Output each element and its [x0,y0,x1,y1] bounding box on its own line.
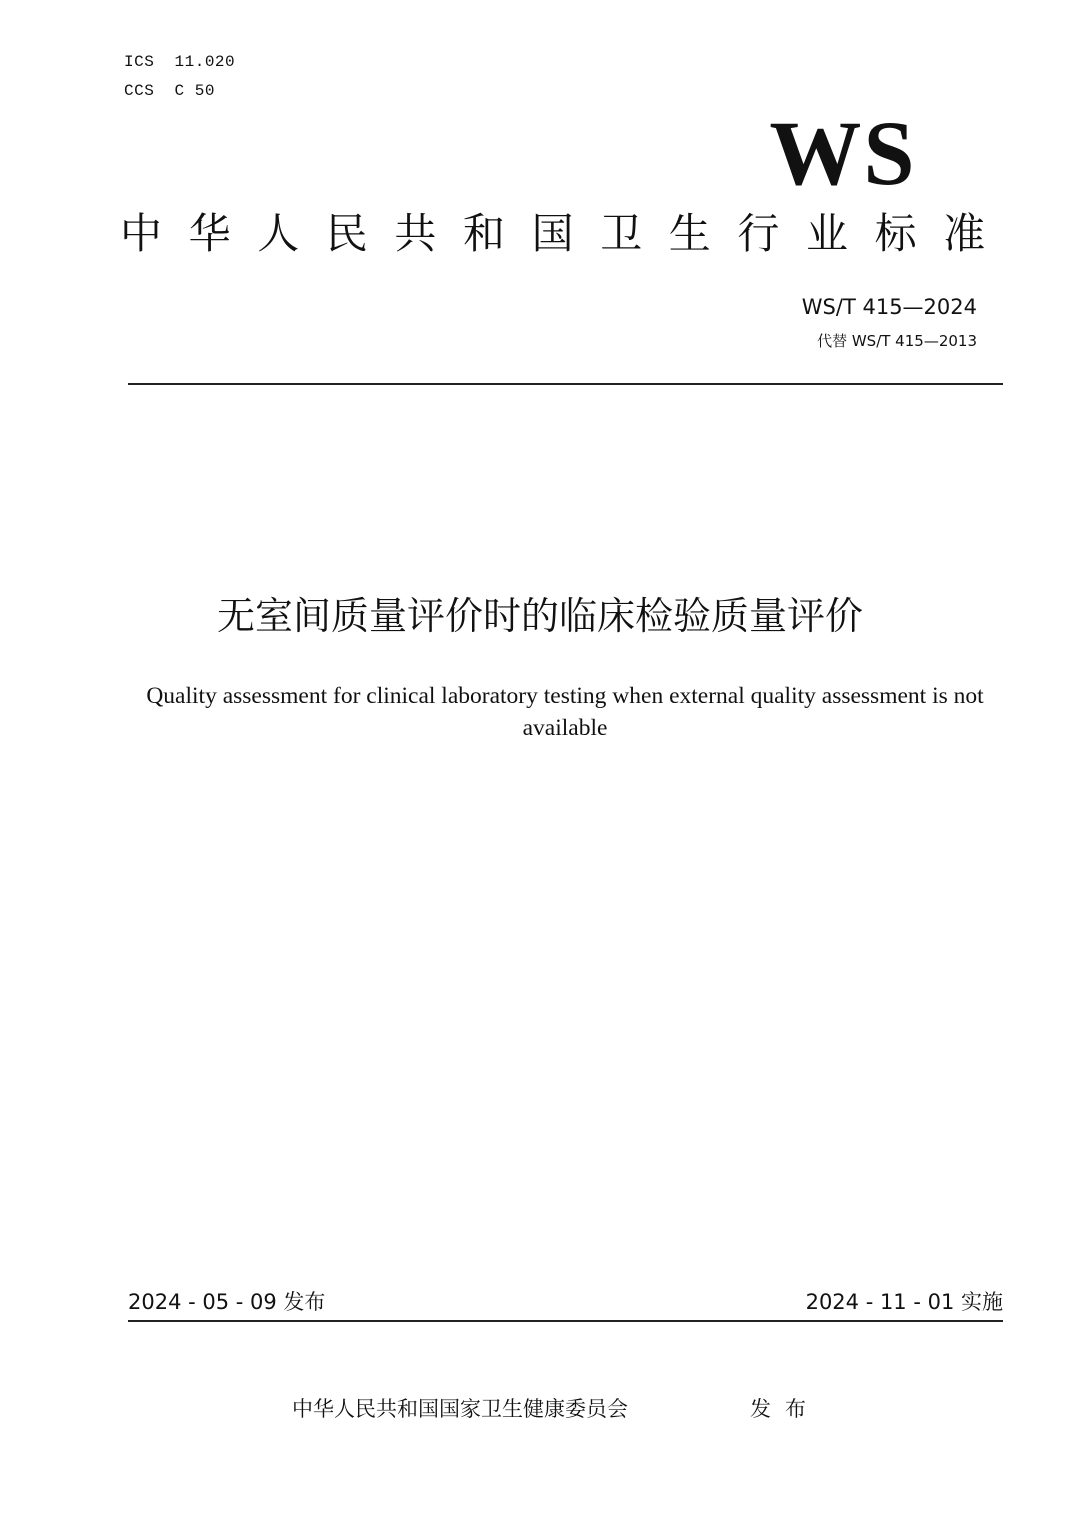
document-title-chinese: 无室间质量评价时的临床检验质量评价 [216,594,863,638]
ccs-code: CCS C 50 [124,82,215,100]
replaces-standard: 代替 WS/T 415—2013 [817,332,977,350]
bottom-divider [128,1320,1003,1322]
publisher-name: 中华人民共和国国家卫生健康委员会 [292,1397,628,1421]
publish-label: 发布 [750,1397,820,1421]
ics-code: ICS 11.020 [124,53,236,71]
effective-date: 2024 - 11 - 01 实施 [805,1290,1003,1314]
document-title-english: Quality assessment for clinical laboratory testing when external quality assessment is not available [146,683,984,741]
ws-logo: WS [769,102,917,204]
standard-number: WS/T 415—2024 [801,295,977,319]
issue-date: 2024 - 05 - 09 发布 [128,1290,326,1314]
top-divider [128,383,1003,385]
standard-type-heading: 中华人民共和国卫生行业标准 [120,209,1012,258]
